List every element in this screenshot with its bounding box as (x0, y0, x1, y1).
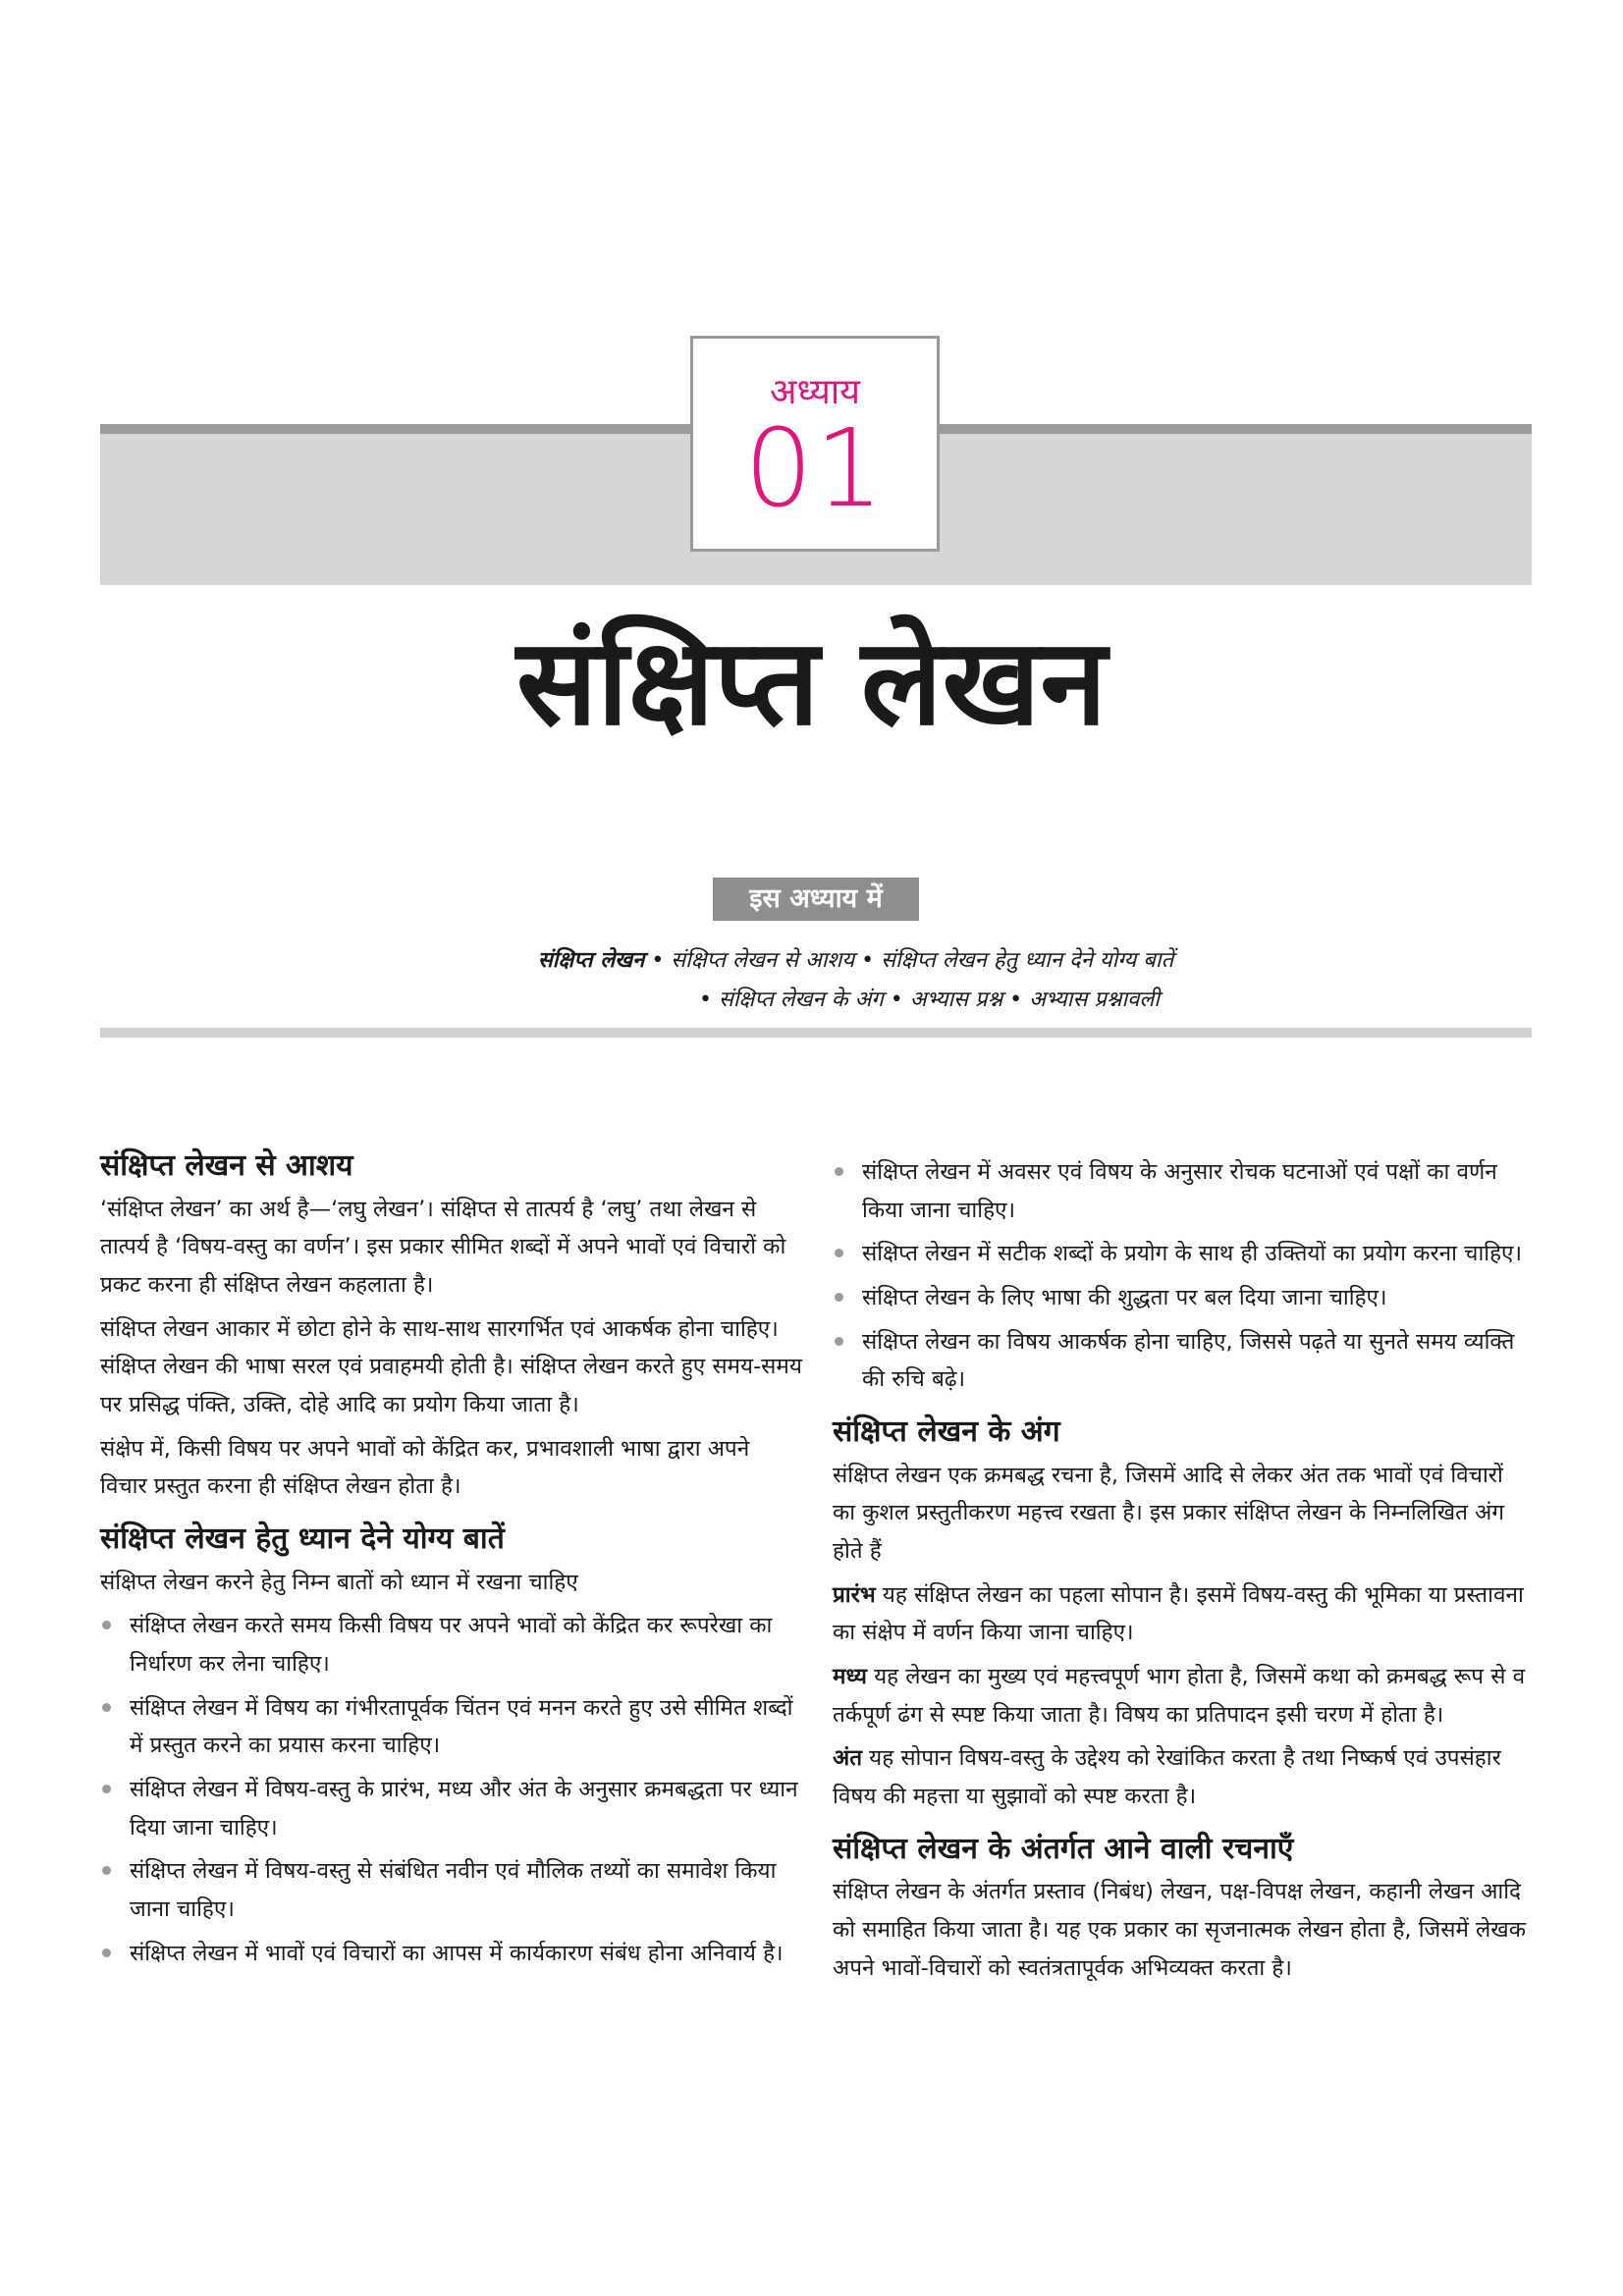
list-item-text: संक्षिप्त लेखन का विषय आकर्षक होना चाहिए, जिससे पढ़ते या सुनते समय व्यक्ति की रुचि बढ़े। (862, 1328, 1515, 1393)
points-list (100, 1607, 802, 1972)
list-item (100, 1607, 802, 1682)
in-this-chapter-heading: इस अध्याय में (713, 878, 919, 921)
paragraph: ‘संक्षिप्त लेखन’ का अर्थ है—‘लघु लेखन’। संक्षिप्त से तात्पर्य है ‘लघु’ तथा लेखन से तात्पर्य है ‘विषय-वस्तु का वर्णन’। इस प्रकार सीमित शब्दों में अपने भावों एवं विचारों को प्रकट करना ही संक्षिप्त लेखन कहलाता है। (100, 1196, 786, 1298)
part-term: मध्य (833, 1664, 867, 1690)
list-item (833, 1153, 1532, 1229)
part-text: यह सोपान विषय-वस्तु के उद्देश्य को रेखांकित करता है तथा निष्कर्ष एवं उपसंहार विषय की महत्ता या सुझावों को स्पष्ट करता है। (833, 1745, 1501, 1810)
paragraph: संक्षिप्त लेखन के अंतर्गत प्रस्ताव (निबंध) लेखन, पक्ष-विपक्ष लेखन, कहानी लेखन आदि को समाहित किया जाता है। यह एक प्रकार का सृजनात्मक लेखन होता है, जिसमें लेखक अपने भावों-विचारों को स्वतंत्रतापूर्वक अभिव्यक्त करता है। (833, 1879, 1526, 1981)
paragraph: संक्षिप्त लेखन करने हेतु निम्न बातों को ध्यान में रखना चाहिए (100, 1569, 578, 1595)
points-list-continued (833, 1153, 1532, 1399)
part-paragraph (833, 1739, 1532, 1815)
bullet-icon (102, 1949, 111, 1957)
contents-first-topic: संक्षिप्त लेखन (537, 948, 645, 973)
bullet-icon (102, 1866, 111, 1875)
list-item (100, 1852, 802, 1928)
bullet-icon (102, 1785, 111, 1793)
section-heading-points: संक्षिप्त लेखन हेतु ध्यान देने योग्य बातें (100, 1522, 505, 1556)
part-term: अंत (833, 1745, 863, 1772)
list-item-text: संक्षिप्त लेखन के लिए भाषा की शुद्धता पर बल दिया जाना चाहिए। (862, 1285, 1387, 1311)
paragraph: संक्षिप्त लेखन एक क्रमबद्ध रचना है, जिसमें आदि से लेकर अंत तक भावों एवं विचारों का कुशल प्रस्तुतीकरण महत्त्व रखता है। इस प्रकार संक्षिप्त लेखन के निम्नलिखित अंग होते हैं (833, 1462, 1504, 1564)
part-text: यह संक्षिप्त लेखन का पहला सोपान है। इसमें विषय-वस्तु की भूमिका या प्रस्तावना का संक्षेप में वर्णन किया जाना चाहिए। (833, 1581, 1524, 1646)
paragraph: संक्षेप में, किसी विषय पर अपने भावों को केंद्रित कर, प्रभावशाली भाषा द्वारा अपने विचार प्रस्तुत करना ही संक्षिप्त लेखन होता है। (100, 1435, 750, 1500)
part-text: यह लेखन का मुख्य एवं महत्त्वपूर्ण भाग होता है, जिसमें कथा को क्रमबद्ध रूप से व तर्कपूर्ण ढंग से स्पष्ट किया जाता है। विषय का प्रतिपादन इसी चरण में होता है। (833, 1664, 1526, 1728)
list-item-text: संक्षिप्त लेखन करते समय किसी विषय पर अपने भावों को केंद्रित कर रूपरेखा का निर्धारण कर लेना चाहिए। (130, 1613, 773, 1677)
list-item (833, 1323, 1532, 1399)
chapter-contents-line-2: • संक्षिप्त लेखन के अंग • अभ्यास प्रश्न • अभ्यास प्रश्नावली (698, 988, 1160, 1012)
part-paragraph (833, 1576, 1532, 1652)
list-item (100, 1935, 802, 1973)
section-heading-parts: संक्षिप्त लेखन के अंग (833, 1415, 1060, 1450)
chapter-contents-line-1 (0, 944, 1623, 974)
list-item-text: संक्षिप्त लेखन में विषय का गंभीरतापूर्वक चिंतन एवं मनन करते हुए उसे सीमित शब्दों में प्रस्तुत करने का प्रयास करना चाहिए। (130, 1694, 793, 1759)
section-divider (100, 1028, 1532, 1038)
bullet-icon (835, 1337, 843, 1346)
list-item-text: संक्षिप्त लेखन में सटीक शब्दों के प्रयोग के साथ ही उक्तियों का प्रयोग करना चाहिए। (862, 1241, 1523, 1267)
bullet-icon (835, 1249, 843, 1257)
list-item-text: संक्षिप्त लेखन में विषय-वस्तु से संबंधित नवीन एवं मौलिक तथ्यों का समावेश किया जाना चाहिए। (130, 1858, 777, 1922)
chapter-label: अध्याय (769, 372, 861, 412)
chapter-title: संक्षिप्त लेखन (515, 613, 1108, 752)
list-item-text: संक्षिप्त लेखन में विषय-वस्तु के प्रारंभ, मध्य और अंत के अनुसार क्रमबद्धता पर ध्यान दिया जाना चाहिए। (130, 1776, 798, 1841)
list-item (100, 1771, 802, 1846)
chapter-number: 01 (744, 405, 886, 531)
list-item (833, 1235, 1532, 1273)
part-paragraph (833, 1658, 1532, 1734)
paragraph: संक्षिप्त लेखन आकार में छोटा होने के साथ-साथ सारगर्भित एवं आकर्षक होना चाहिए। संक्षिप्त लेखन की भाषा सरल एवं प्रवाहमयी होती है। संक्षिप्त लेखन करते हुए समय-समय पर प्रसिद्ध पंक्ति, उक्ति, दोहे आदि का प्रयोग किया जाता है। (100, 1315, 802, 1417)
bullet-icon (102, 1703, 111, 1712)
section-heading-compositions: संक्षिप्त लेखन के अंतर्गत आने वाली रचनाएँ (833, 1831, 1294, 1866)
part-term: प्रारंभ (833, 1581, 876, 1608)
right-column (833, 1153, 1532, 1993)
list-item-text: संक्षिप्त लेखन में भावों एवं विचारों का आपस में कार्यकारण संबंध होना अनिवार्य है। (130, 1940, 784, 1966)
list-item-text: संक्षिप्त लेखन में अवसर एवं विषय के अनुसार रोचक घटनाओं एवं पक्षों का वर्णन किया जाना चाहिए। (862, 1159, 1497, 1223)
list-item (833, 1279, 1532, 1317)
chapter-number-box (690, 336, 940, 552)
bullet-icon (835, 1293, 843, 1302)
left-column (100, 1147, 802, 1978)
contents-topics: • संक्षिप्त लेखन से आशय • संक्षिप्त लेखन हेतु ध्यान देने योग्य बातें (644, 948, 1174, 973)
section-heading-meaning: संक्षिप्त लेखन से आशय (100, 1148, 353, 1183)
list-item (100, 1689, 802, 1765)
bullet-icon (835, 1167, 843, 1176)
bullet-icon (102, 1621, 111, 1629)
